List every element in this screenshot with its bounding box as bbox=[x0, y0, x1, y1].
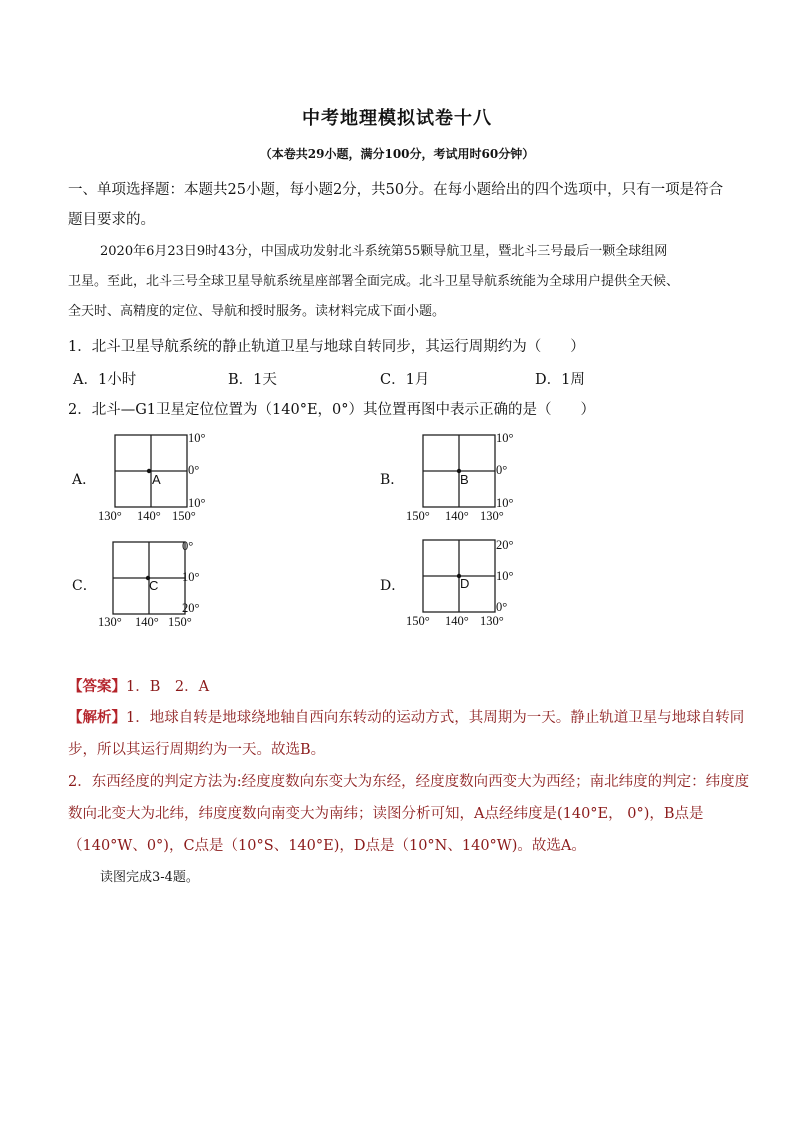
map-d-y-label-mid: 10° bbox=[496, 569, 514, 583]
map-a-option-label[interactable]: A． bbox=[72, 472, 97, 488]
map-a-point-letter: A bbox=[152, 472, 161, 487]
map-d-y-label-bottom: 0° bbox=[496, 600, 508, 614]
map-a-y-label-top: 10° bbox=[188, 431, 206, 445]
analysis-line4: 数向北变大为北纬，纬度度数向南变大为南纬；读图分析可知，A点经纬度是(140°E， 0°)，B点是 bbox=[68, 806, 704, 822]
map-c bbox=[98, 539, 208, 635]
passage-line3: 全天时、高精度的定位、导航和授时服务。读材料完成下面小题。 bbox=[68, 304, 446, 319]
map-c-x-label-right: 150° bbox=[168, 615, 192, 629]
map-b-y-label-mid: 0° bbox=[496, 463, 508, 477]
question1-option-c[interactable]: C．1月 bbox=[380, 372, 430, 388]
map-a-x-label-left: 130° bbox=[98, 509, 122, 523]
map-a-y-label-bottom: 10° bbox=[188, 496, 206, 510]
map-a-x-label-mid: 140° bbox=[137, 509, 161, 523]
map-d-x-label-left: 150° bbox=[406, 614, 430, 628]
map-a bbox=[98, 431, 210, 528]
map-b-y-label-bottom: 10° bbox=[496, 496, 514, 510]
map-a-x-label-right: 150° bbox=[172, 509, 196, 523]
section-instruction-line1: 一、单项选择题：本题共25小题，每小题2分，共50分。在每小题给出的四个选项中，只有一项是符合 bbox=[68, 182, 724, 198]
answer-block bbox=[68, 675, 209, 696]
map-d-option-label[interactable]: D． bbox=[380, 578, 406, 594]
question1-option-a[interactable]: A．1小时 bbox=[73, 372, 137, 388]
map-d-y-label-top: 20° bbox=[496, 538, 514, 552]
map-b-point-letter: B bbox=[460, 472, 469, 487]
map-b bbox=[406, 431, 518, 528]
next-instruction: 读图完成3-4题。 bbox=[100, 870, 199, 885]
map-d bbox=[406, 538, 518, 633]
analysis-label: 【解析】 bbox=[68, 709, 126, 726]
question1-option-b[interactable]: B．1天 bbox=[228, 372, 277, 388]
question2-stem: 2．北斗—G1卫星定位位置为（140°E，0°）其位置再图中表示正确的是（ ） bbox=[68, 402, 596, 418]
question1-stem: 1．北斗卫星导航系统的静止轨道卫星与地球自转同步，其运行周期约为（ ） bbox=[68, 339, 585, 355]
map-c-y-label-bottom: 20° bbox=[182, 601, 200, 615]
map-a-point bbox=[147, 469, 151, 473]
page-subtitle: （本卷共29小题，满分100分，考试用时60分钟） bbox=[259, 147, 535, 161]
section-instruction-line2: 题目要求的。 bbox=[68, 212, 155, 228]
map-b-x-label-mid: 140° bbox=[445, 509, 469, 523]
map-d-x-label-mid: 140° bbox=[445, 614, 469, 628]
map-c-x-label-mid: 140° bbox=[135, 615, 159, 629]
analysis-line1: 1．地球自转是地球绕地轴自西向东转动的运动方式，其周期为一天。静止轨道卫星与地球自转同 bbox=[126, 710, 745, 726]
page-title: 中考地理模拟试卷十八 bbox=[302, 108, 492, 129]
question1-option-d[interactable]: D．1周 bbox=[535, 372, 585, 388]
map-c-x-label-left: 130° bbox=[98, 615, 122, 629]
map-b-y-label-top: 10° bbox=[496, 431, 514, 445]
map-c-option-label[interactable]: C． bbox=[72, 578, 97, 594]
analysis-line3: 2．东西经度的判定方法为:经度度数向东变大为东经，经度度数向西变大为西经；南北纬度的判定：纬度度 bbox=[68, 774, 750, 790]
map-b-x-label-right: 130° bbox=[480, 509, 504, 523]
passage-line2: 卫星。至此，北斗三号全球卫星导航系统星座部署全面完成。北斗卫星导航系统能为全球用户提供全天候、 bbox=[68, 274, 680, 289]
analysis-line2: 步，所以其运行周期约为一天。故选B。 bbox=[68, 742, 326, 758]
map-b-x-label-left: 150° bbox=[406, 509, 430, 523]
passage-line1: 2020年6月23日9时43分，中国成功发射北斗系统第55颗导航卫星，暨北斗三号最后一颗全球组网 bbox=[100, 244, 668, 259]
map-d-point-letter: D bbox=[460, 576, 470, 591]
map-a-y-label-mid: 0° bbox=[188, 463, 200, 477]
map-c-point-letter: C bbox=[149, 578, 159, 593]
map-c-y-label-mid: 10° bbox=[182, 570, 200, 584]
map-d-x-label-right: 130° bbox=[480, 614, 504, 628]
answer-label: 【答案】 bbox=[68, 678, 126, 695]
map-c-y-label-top: 0° bbox=[182, 539, 194, 553]
map-b-option-label[interactable]: B． bbox=[380, 472, 405, 488]
answer-text: 1．B 2．A bbox=[126, 679, 210, 695]
analysis-line5: （140°W、0°)，C点是（10°S、140°E)，D点是（10°N、140°W)。故选A。 bbox=[68, 838, 586, 854]
analysis-line1-block bbox=[68, 706, 744, 727]
